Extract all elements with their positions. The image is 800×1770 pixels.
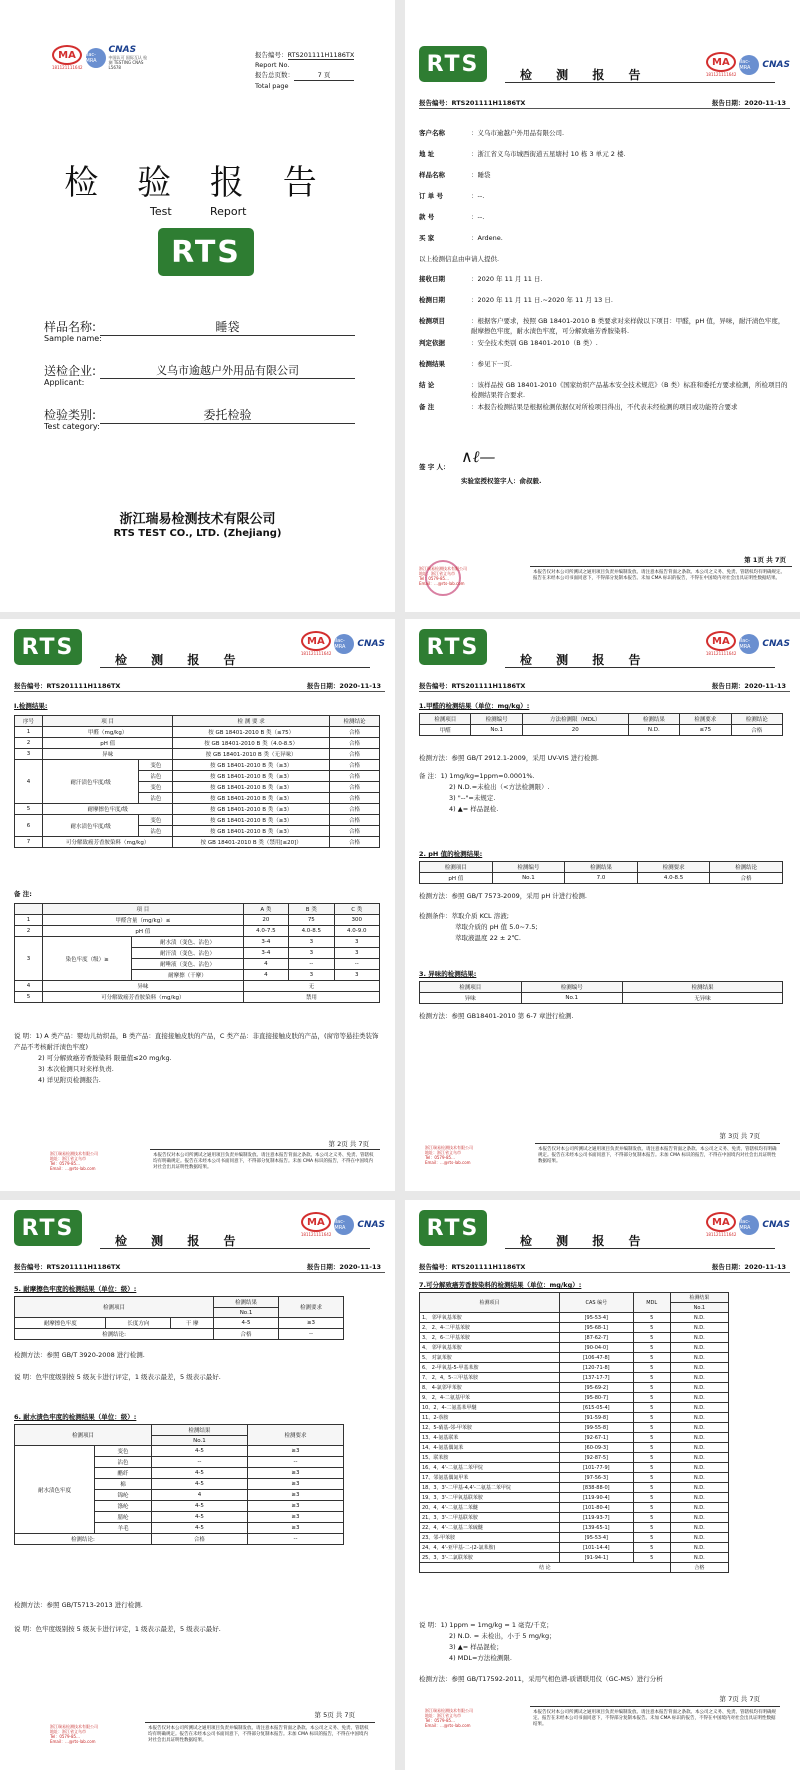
rubbing-table: 检测项目 检测结果 检测要求 No.1 耐摩擦色牢度 长度方向 干 摩 4-5 ≥3 检测结论: 合格 --	[14, 1296, 344, 1340]
info-value: ：义乌市逾越户外用品有限公司.	[471, 129, 565, 137]
info-value: ：睡袋	[471, 171, 491, 179]
table-row: 6 耐水渍色牢度/级 变色 按 GB 18401-2010 B 类（≥3） 合格	[15, 815, 380, 826]
ma-logo: MA	[706, 52, 736, 72]
footer-company: 浙江瑞易检测技术有限公司 地址：浙江省义乌市 Tel：0579-85... Email：...@rts-lab.com	[425, 1708, 473, 1728]
table-row: 沾色 -- --	[15, 1457, 344, 1468]
ma-number: 181121111642	[705, 1232, 737, 1237]
table-row: 13、4-氨基联苯 [92-67-1] 5 N.D.	[420, 1433, 729, 1443]
table-row: 15、联苯胺 [92-87-5] 5 N.D.	[420, 1453, 729, 1463]
header-rule	[419, 108, 790, 109]
ma-number: 181121111642	[300, 651, 332, 656]
applicant-value: 义乌市逾越户外用品有限公司	[100, 362, 355, 379]
title-rule	[100, 1248, 370, 1249]
info-value: ：--.	[471, 213, 485, 221]
info-key: 接收日期	[419, 275, 445, 283]
table-row: 5 可分解致癌芳香胺染料（mg/kg） 禁用	[15, 992, 380, 1003]
table-row: 耐水渍色牢度 变色 4-5 ≥3	[15, 1446, 344, 1457]
report-no: 报告编号：RTS201111H1186TX	[14, 682, 121, 690]
table-row: 25、3，3'-二氯联苯胺 [91-94-1] 5 N.D.	[420, 1553, 729, 1563]
summary-table: 序号 项 目 检 测 要 求 检测结论 1 甲醛（mg/kg） 按 GB 18401-2010 B 类（≤75） 合格 2 pH 值 按 GB 18401-2010 B 类（4.0-8.5） 合格 3 异味 按 GB 18401-2010 B 类（无异味） 合格 4 耐汗渍色牢度/级 变色 按 GB 18401-2010 B 类（≥3） 合格 沾色 按 GB 18401-2010 B 类（≥3） 合格 变色 按 GB 18401-2010 B 类（≥3） 合格 沾色 按 GB 18401-2010 B 类（≥3） 合格 5 耐摩擦色牢度/级 按 GB 18401-2010 B 类（≥3） 合格 6 耐水渍色牢度/级 变色 按 GB 18401-2010 B 类（≥3） 合格 沾色 按 GB 18401-2010 B 类（≥3） 合格 7 可分解致癌芳香胺染料（mg/kg） 按 GB 18401-2010 B 类（禁用[≤20]） 合格	[14, 715, 380, 848]
info-value: ：参见下一页.	[471, 360, 513, 368]
ph-conditions: 检测条件：萃取介质 KCL 溶液; 萃取介质的 pH 值 5.0~7.5; 萃取液温度 22 ± 2℃.	[419, 912, 538, 942]
water-method: 检测方法：参照 GB/T5713-2013 进行检测.	[14, 1601, 143, 1609]
header-logos	[301, 631, 385, 656]
category-value: 委托检验	[100, 406, 355, 424]
ma-logo: MA	[52, 45, 82, 65]
info-row	[419, 170, 789, 180]
info-row	[419, 380, 789, 400]
ph-table: 检测项目 检测编号 检测结果 检测要求 检测结论 pH 值 No.1 7.0 4.0-8.5 合格	[419, 861, 783, 884]
signer-label: 签 字 人：	[419, 463, 450, 471]
table-row: 4 耐汗渍色牢度/级 变色 按 GB 18401-2010 B 类（≥3） 合格	[15, 760, 380, 771]
table-row: 沾色 按 GB 18401-2010 B 类（≥3） 合格	[15, 771, 380, 782]
note-table: 项 目 A 类 B 类 C 类 1 甲醛含量（mg/kg）≤ 20 75 300 2 pH 值 4.0-7.5 4.0-8.5 4.0-9.0 3 染色牢度（级）≥ 耐水渍（变色、沾色） 3-4 3 3 耐汗渍（变色、沾色） 3-4 3 3 耐唾液（变色、沾色） 4 -- -- 耐摩擦（干摩） 4 3 3 4 异味 无 5 可分解致癌芳香胺染料（mg/kg） 禁用	[14, 903, 380, 1003]
rts-logo: RTS	[158, 228, 254, 276]
table-row: 22、4，4'-二氨基二苯硫醚 [139-65-1] 5 N.D.	[420, 1523, 729, 1533]
amine-table: 检测项目 CAS 编号 MDL 检测结果 No.1 1、 邻甲氧基苯胺 [95-53-4] 5 N.D. 2、 2、4-二甲基苯胺 [95-68-1] 5 N.D. 3、 2，6-二甲基苯胺 [87-62-7] 5 N.D. 4、 邻甲氧基苯胺 [90-04-0] 5 N.D. 5、 对氯苯胺 [106-47-8] 5 N.D. 6、 2-甲氧基-5-甲基苯胺 [120-71-8] 5 N.D. 7、 2，4，5-三甲基苯胺 [137-17-7] 5 N.D. 8、 4-氯邻甲苯胺 [95-69-2] 5 N.D. 9、 2，4-二氨基甲苯 [95-80-7] 5 N.D. 10、2，4-二氨基苯甲醚 [615-05-4] 5 N.D. 11、2-萘胺 [91-59-8] 5 N.D. 12、5-硝基-邻-甲苯胺 [99-55-8] 5 N.D. 13、4-氨基联苯 [92-67-1] 5 N.D. 14、4-氨基偶氮苯 [60-09-3] 5 N.D. 15、联苯胺 [92-87-5] 5 N.D. 16、4，4'-二氨基二苯甲烷 [101-77-9] 5 N.D. 17、邻氨基偶氮甲苯 [97-56-3] 5 N.D. 18、3，3'-二甲基-4,4'-二氨基二苯甲烷 [838-88-0] 5 N.D. 19、3，3'-二甲氧基联苯胺 [119-90-4] 5 N.D. 20、4，4'-二氨基二苯醚 [101-80-4] 5 N.D. 21、3，3'-二甲基联苯胺 [119-93-7] 5 N.D. 22、4，4'-二氨基二苯硫醚 [139-65-1] 5 N.D. 23、邻-甲苯胺 [95-53-4] 5 N.D. 24、4，4'-亚甲基-二-(2-氯苯胺) [101-14-4] 5 N.D. 25、3，3'-二氯联苯胺 [91-94-1] 5 N.D. 结 论 合格	[419, 1292, 729, 1573]
ilac-logo: ilac-MRA	[739, 55, 759, 75]
table-row: 24、4，4'-亚甲基-二-(2-氯苯胺) [101-14-4] 5 N.D.	[420, 1543, 729, 1553]
header-logos	[706, 631, 790, 656]
report-page-5	[0, 1200, 395, 1770]
cnas-logo: CNAS	[762, 638, 790, 649]
title-rule	[505, 1248, 775, 1249]
info-value: ：根据客户要求，按照 GB 18401-2010 B 类要求对来样做以下项目：甲醛，pH 值，异味，耐汗渍色牢度，耐摩擦色牢度，耐水渍色牢度，可分解致癌芳香胺染料.	[471, 317, 785, 335]
report-no: RTS201111H1186TX	[287, 51, 355, 59]
report-title: 检 测 报 告	[115, 653, 246, 667]
table-row: pH 值 No.1 7.0 4.0-8.5 合格	[420, 873, 783, 884]
footer-company: 浙江瑞易检测技术有限公司 地址：浙江省义乌市 Tel：0579-85... Email：...@rts-lab.com	[50, 1724, 98, 1744]
cover-title: 检 验 报 告	[64, 163, 331, 203]
page-number: 第 7页 共 7页	[719, 1695, 760, 1703]
table-row: 耐唾液（变色、沾色） 4 -- --	[15, 959, 380, 970]
report-no-label: 报告编号：	[255, 51, 288, 59]
table-row: 腈纶 4-5 ≥3	[15, 1512, 344, 1523]
cnas-logo: CNAS	[357, 1219, 385, 1230]
info-value: ：本报告检测结果是根据检测依据仅对所检项目得出，不代表未经检测的项目或功能符合要求	[471, 403, 738, 411]
info-row	[419, 128, 789, 138]
info-value: ：该样品按 GB 18401-2010《国家纺织产品基本安全技术规范》（B 类）标准和委托方要求检测，所检项目的检测结果符合要求.	[471, 381, 788, 399]
section-ph: 2. pH 值的检测结果:	[419, 850, 483, 858]
table-row: 检测结论: 合格 --	[15, 1534, 344, 1545]
ph-method: 检测方法：参照 GB/T 7573-2009，采用 pH 计进行检测.	[419, 892, 587, 900]
info-key: 结 论	[419, 381, 435, 389]
info-key: 检测日期	[419, 296, 445, 304]
table-row: 2 pH 值 按 GB 18401-2010 B 类（4.0-8.5） 合格	[15, 738, 380, 749]
table-row: 17、邻氨基偶氮甲苯 [97-56-3] 5 N.D.	[420, 1473, 729, 1483]
report-date: 报告日期：2020-11-13	[711, 99, 786, 107]
ilac-logo: ilac-MRA	[739, 634, 759, 654]
info-value: ：Ardene.	[471, 234, 503, 242]
footer-company: 浙江瑞易检测技术有限公司 地址：浙江省义乌市 Tel：0579-85... Email：...@rts-lab.com	[419, 566, 467, 586]
table-row: 16、4，4'-二氨基二苯甲烷 [101-77-9] 5 N.D.	[420, 1463, 729, 1473]
table-row: 12、5-硝基-邻-甲苯胺 [99-55-8] 5 N.D.	[420, 1423, 729, 1433]
info-value: ：浙江省义乌市城西街道五星塘村 10 栋 3 单元 2 楼.	[471, 150, 626, 158]
cover-page	[0, 0, 395, 612]
section-rubbing: 5. 耐摩擦色牢度的检测结果（单位：级）:	[14, 1285, 137, 1293]
sample-label: 样品名称:	[44, 320, 97, 334]
title-rule	[505, 667, 775, 668]
table-row: 2、 2、4-二甲基苯胺 [95-68-1] 5 N.D.	[420, 1323, 729, 1333]
signer-name: 实验室授权签字人：俞叔毅.	[461, 477, 542, 485]
report-date: 报告日期：2020-11-13	[306, 682, 381, 690]
table-row: 5、 对氯苯胺 [106-47-8] 5 N.D.	[420, 1353, 729, 1363]
report-date: 报告日期：2020-11-13	[306, 1263, 381, 1271]
info-key: 地 址	[419, 150, 435, 158]
table-row: 检测结论: 合格 --	[15, 1329, 344, 1340]
ma-logo: MA	[706, 1212, 736, 1232]
info-key: 客户名称	[419, 129, 445, 137]
table-row: 甲醛 No.1 20 N.D. ≤75 合格	[420, 725, 783, 736]
info-row	[419, 402, 789, 412]
page-number: 第 5页 共 7页	[314, 1711, 355, 1719]
rts-logo: RTS	[419, 1210, 487, 1246]
table-row: 10、2，4-二氨基苯甲醚 [615-05-4] 5 N.D.	[420, 1403, 729, 1413]
ma-logo: MA	[301, 631, 331, 651]
table-row: 1 甲醛（mg/kg） 按 GB 18401-2010 B 类（≤75） 合格	[15, 727, 380, 738]
table-row: 4 异味 无	[15, 981, 380, 992]
footer-company: 浙江瑞易检测技术有限公司 地址：浙江省义乌市 Tel：0579-85... Email：...@rts-lab.com	[425, 1145, 473, 1165]
report-no-en: Report No.	[255, 61, 290, 69]
table-row: 涤纶 4-5 ≥3	[15, 1501, 344, 1512]
info-key: 判定依据	[419, 339, 445, 347]
report-no: 报告编号：RTS201111H1186TX	[419, 99, 526, 107]
table-row: 6、 2-甲氧基-5-甲基苯胺 [120-71-8] 5 N.D.	[420, 1363, 729, 1373]
rubbing-method: 检测方法：参照 GB/T 3920-2008 进行检测.	[14, 1351, 145, 1359]
table-row: 醋纤 4-5 ≥3	[15, 1468, 344, 1479]
table-row: 7、 2，4，5-三甲基苯胺 [137-17-7] 5 N.D.	[420, 1373, 729, 1383]
table-row: 异味 No.1 无异味	[420, 993, 783, 1004]
report-page-1	[405, 0, 800, 612]
report-date: 报告日期：2020-11-13	[711, 1263, 786, 1271]
formaldehyde-method: 检测方法：参照 GB/T 2912.1-2009，采用 UV-VIS 进行检测.	[419, 754, 599, 762]
footer-company: 浙江瑞易检测技术有限公司 地址：浙江省义乌市 Tel：0579-85... Email：...@rts-lab.com	[50, 1151, 98, 1171]
info-row	[419, 191, 789, 201]
amine-method: 检测方法：参照 GB/T17592-2011，采用气相色谱-质谱联用仪（GC-MS）进行分析	[419, 1675, 663, 1683]
table-row: 3、 2，6-二甲基苯胺 [87-62-7] 5 N.D.	[420, 1333, 729, 1343]
ma-logo: MA	[706, 631, 736, 651]
formaldehyde-table: 检测项目 检测编号 方法检测限（MDL） 检测结果 检测要求 检测结论 甲醛 No.1 20 N.D. ≤75 合格	[419, 713, 783, 736]
report-no: 报告编号：RTS201111H1186TX	[419, 682, 526, 690]
header-rule	[14, 691, 385, 692]
table-row: 18、3，3'-二甲基-4,4'-二氨基二苯甲烷 [838-88-0] 5 N.D.	[420, 1483, 729, 1493]
table-row: 沾色 按 GB 18401-2010 B 类（≥3） 合格	[15, 826, 380, 837]
title-rule	[100, 667, 370, 668]
table-row: 羊毛 4-5 ≥3	[15, 1523, 344, 1534]
footer-notice: 本报告仅对本公司所测试之通用项目负责并编制发放。请注意本报告背面之条款。本公司之义务、免责、管辖权均有明确规定。报告在未经本公司书面同意下，不得部分复制本报告。未加 CMA 标识的报告，不得在中国境内对社会出具证明性数据结果。	[530, 566, 792, 585]
footer-notice: 本报告仅对本公司所测试之通用项目负责并编制发放。请注意本报告背面之条款。本公司之义务、免责、管辖权均有明确规定。报告在未经本公司书面同意下，不得部分复制本报告。未加 CMA 标识的报告，不得在中国境内对社会出具证明性数据结果。	[150, 1149, 380, 1174]
odor-table: 检测项目 检测编号 检测结果 异味 No.1 无异味	[419, 981, 783, 1004]
cover-logos	[52, 45, 149, 70]
report-date: 报告日期：2020-11-13	[711, 682, 786, 690]
table-row: 20、4，4'-二氨基二苯醚 [101-80-4] 5 N.D.	[420, 1503, 729, 1513]
water-table: 检测项目 检测结果 检测要求 No.1 耐水渍色牢度 变色 4-5 ≥3 沾色 -- -- 醋纤 4-5 ≥3 棉 4-5 ≥3 锦纶 4 ≥3 涤纶 4-5 ≥3 腈纶 4-5 ≥3 羊毛 4-5 ≥3 检测结论: 合格 --	[14, 1424, 344, 1545]
ma-number: 181121111642	[705, 72, 737, 77]
info-key: 款 号	[419, 213, 435, 221]
cover-title-en-2: Report	[210, 205, 247, 218]
page-number: 第 3页 共 7页	[719, 1132, 760, 1140]
water-note: 说 明：色牢度级别按 5 级灰卡进行评定，1 级表示最差，5 级表示最好.	[14, 1625, 221, 1633]
section-results: I.检测结果:	[14, 702, 48, 710]
table-row: 沾色 按 GB 18401-2010 B 类（≥3） 合格	[15, 793, 380, 804]
report-no: 报告编号：RTS201111H1186TX	[419, 1263, 526, 1271]
odor-method: 检测方法：参照 GB18401-2010 第 6-7 章进行检测.	[419, 1012, 574, 1020]
info-key: 检测项目	[419, 317, 445, 325]
table-row: 棉 4-5 ≥3	[15, 1479, 344, 1490]
info-row	[419, 295, 789, 305]
table-row: 耐汗渍（变色、沾色） 3-4 3 3	[15, 948, 380, 959]
table-row: 结 论 合格	[420, 1563, 729, 1573]
company-cn: 浙江瑞易检测技术有限公司	[119, 512, 276, 527]
info-row	[419, 149, 789, 159]
table-row: 19、3，3'-二甲氧基联苯胺 [119-90-4] 5 N.D.	[420, 1493, 729, 1503]
signature: ∧ℓ—	[461, 447, 496, 466]
total-pages: 7 页	[294, 70, 354, 81]
applicant-label: 送检企业:	[44, 364, 97, 378]
info-key: 买 家	[419, 234, 435, 242]
table-row: 14、4-氨基偶氮苯 [60-09-3] 5 N.D.	[420, 1443, 729, 1453]
table-row: 3 异味 按 GB 18401-2010 B 类（无异味） 合格	[15, 749, 380, 760]
ilac-logo: ilac-MRA	[739, 1215, 759, 1235]
cnas-sub: 中国认可 国际互认 检测 TESTING CNAS L5678	[108, 55, 148, 70]
table-row: 9、 2，4-二氨基甲苯 [95-80-7] 5 N.D.	[420, 1393, 729, 1403]
sample-value: 睡袋	[100, 318, 355, 336]
ma-number: 181121111642	[52, 65, 83, 70]
info-note: 以上检测信息由申请人提供.	[419, 255, 500, 263]
cnas-logo: CNAS	[357, 638, 385, 649]
rts-logo: RTS	[14, 1210, 82, 1246]
report-page-7	[405, 1200, 800, 1770]
table-row: 变色 按 GB 18401-2010 B 类（≥3） 合格	[15, 782, 380, 793]
info-value: ：安全技术类别 GB 18401-2010（B 类）.	[471, 339, 598, 347]
applicant-label-en: Applicant:	[44, 378, 85, 387]
cnas-logo: CNAS	[762, 59, 790, 70]
table-row: 3 染色牢度（级）≥ 耐水渍（变色、沾色） 3-4 3 3	[15, 937, 380, 948]
table-row: 锦纶 4 ≥3	[15, 1490, 344, 1501]
ilac-logo: ilac-MRA	[334, 634, 354, 654]
table-row: 1 甲醛含量（mg/kg）≤ 20 75 300	[15, 915, 380, 926]
category-label-en: Test category:	[44, 422, 100, 431]
ma-logo: MA	[301, 1212, 331, 1232]
footer-notice: 本报告仅对本公司所测试之通用项目负责并编制发放。请注意本报告背面之条款。本公司之义务、免责、管辖权均有明确规定。报告在未经本公司书面同意下，不得部分复制本报告。未加 CMA 标识的报告，不得在中国境内对社会出具证明性数据结果。	[530, 1706, 780, 1731]
header-rule	[419, 691, 790, 692]
page-number: 第 1页 共 7页	[744, 556, 786, 564]
page-number: 第 2页 共 7页	[328, 1140, 369, 1148]
category-label: 检验类别:	[44, 408, 97, 422]
rubbing-note: 说 明：色牢度级别按 5 级灰卡进行评定，1 级表示最差，5 级表示最好.	[14, 1373, 221, 1381]
title-rule	[505, 82, 775, 83]
header-rule	[419, 1272, 790, 1273]
info-row	[419, 233, 789, 243]
ma-number: 181121111642	[705, 651, 737, 656]
report-title: 检 测 报 告	[520, 653, 651, 667]
info-row	[419, 338, 789, 348]
report-page-2	[0, 619, 395, 1191]
table-row: 8、 4-氯邻甲苯胺 [95-69-2] 5 N.D.	[420, 1383, 729, 1393]
table-row: 7 可分解致癌芳香胺染料（mg/kg） 按 GB 18401-2010 B 类（禁用[≤20]） 合格	[15, 837, 380, 848]
cover-title-en-1: Test	[150, 205, 172, 218]
info-value: ：2020 年 11 月 11 日.~2020 年 11 月 13 日.	[471, 296, 613, 304]
table-row: 5 耐摩擦色牢度/级 按 GB 18401-2010 B 类（≥3） 合格	[15, 804, 380, 815]
footer-notice: 本报告仅对本公司所测试之通用项目负责并编制发放。请注意本报告背面之条款。本公司之义务、免责、管辖权均有明确规定。报告在未经本公司书面同意下，不得部分复制本报告。未加 CMA 标识的报告，不得在中国境内对社会出具证明性数据结果。	[535, 1143, 780, 1168]
header-logos	[301, 1212, 385, 1237]
rts-logo: RTS	[14, 629, 82, 665]
info-row	[419, 316, 789, 336]
table-row: 1、 邻甲氧基苯胺 [95-53-4] 5 N.D.	[420, 1313, 729, 1323]
rts-logo: RTS	[419, 46, 487, 82]
note-title: 备 注:	[14, 890, 32, 898]
ma-number: 181121111642	[300, 1232, 332, 1237]
section-formaldehyde: 1.甲醛的检测结果（单位：mg/kg）:	[419, 702, 530, 710]
report-title: 检 测 报 告	[115, 1234, 246, 1248]
footer-notice: 本报告仅对本公司所测试之通用项目负责并编制发放。请注意本报告背面之条款。本公司之义务、免责、管辖权均有明确规定。报告在未经本公司书面同意下，不得部分复制本报告。未加 CMA 标识的报告，不得在中国境内对社会出具证明性数据结果。	[145, 1722, 375, 1747]
company-en: RTS TEST CO., LTD. (Zhejiang)	[113, 528, 282, 539]
table-row: 耐摩擦色牢度 长度方向 干 摩 4-5 ≥3	[15, 1318, 344, 1329]
table-row: 耐摩擦（干摩） 4 3 3	[15, 970, 380, 981]
info-key: 检测结果	[419, 360, 445, 368]
report-page-3	[405, 619, 800, 1191]
section-odor: 3. 异味的检测结果:	[419, 970, 477, 978]
cnas-logo: CNAS	[762, 1219, 790, 1230]
explain-notes: 说 明：1) A 类产品：婴幼儿纺织品，B 类产品：直接接触皮肤的产品，C 类产品：非直接接触皮肤的产品，(窗帘等悬挂类装饰产品不考核耐汗渍色牢度) 2) 可分解致癌芳香胺染料 限量值≤20 mg/kg. 3) 本次检测只对来样负责. 4) 详见附页检测报告.	[14, 1032, 379, 1084]
table-row: 11、2-萘胺 [91-59-8] 5 N.D.	[420, 1413, 729, 1423]
table-row: 4、 邻甲氧基苯胺 [90-04-0] 5 N.D.	[420, 1343, 729, 1353]
section-amine: 7.可分解致癌芳香胺染料的检测结果（单位：mg/kg）:	[419, 1281, 582, 1289]
total-pages-label: 报告总页数：	[255, 71, 294, 79]
info-value: ：--.	[471, 192, 485, 200]
table-row: 21、3，3'-二甲基联苯胺 [119-93-7] 5 N.D.	[420, 1513, 729, 1523]
info-row	[419, 274, 789, 284]
report-title: 检 测 报 告	[520, 1234, 651, 1248]
header-logos	[706, 52, 790, 77]
info-key: 订 单 号	[419, 192, 444, 200]
table-row: 2 pH 值 4.0-7.5 4.0-8.5 4.0-9.0	[15, 926, 380, 937]
info-value: ：2020 年 11 月 11 日.	[471, 275, 543, 283]
header-logos	[706, 1212, 790, 1237]
rts-logo: RTS	[419, 629, 487, 665]
amine-notes: 说 明：1) 1ppm = 1mg/kg = 1 毫克/千克； 2) N.D. = 未检出，小于 5 mg/kg； 3) ▲= 样品混检； 4) MDL=方法检测限.	[419, 1621, 556, 1662]
table-row: 23、邻-甲苯胺 [95-53-4] 5 N.D.	[420, 1533, 729, 1543]
total-page-en: Total page	[255, 82, 289, 90]
info-row	[419, 359, 789, 369]
cnas-logo: CNAS	[108, 45, 137, 55]
report-no: 报告编号：RTS201111H1186TX	[14, 1263, 121, 1271]
cover-report-meta	[255, 50, 354, 91]
info-key: 样品名称	[419, 171, 445, 179]
header-rule	[14, 1272, 385, 1273]
formaldehyde-notes: 备 注：1) 1mg/kg=1ppm=0.0001%. 2) N.D.=未检出（<方法检测限）. 3) "--"=未规定. 4) ▲= 样品混检.	[419, 772, 550, 813]
sample-label-en: Sample name:	[44, 334, 102, 343]
ilac-logo: ilac-MRA	[86, 48, 106, 68]
info-row	[419, 212, 789, 222]
report-title: 检 测 报 告	[520, 68, 651, 82]
section-water: 6. 耐水渍色牢度的检测结果（单位：级）:	[14, 1413, 137, 1421]
ilac-logo: ilac-MRA	[334, 1215, 354, 1235]
info-key: 备 注	[419, 403, 435, 411]
